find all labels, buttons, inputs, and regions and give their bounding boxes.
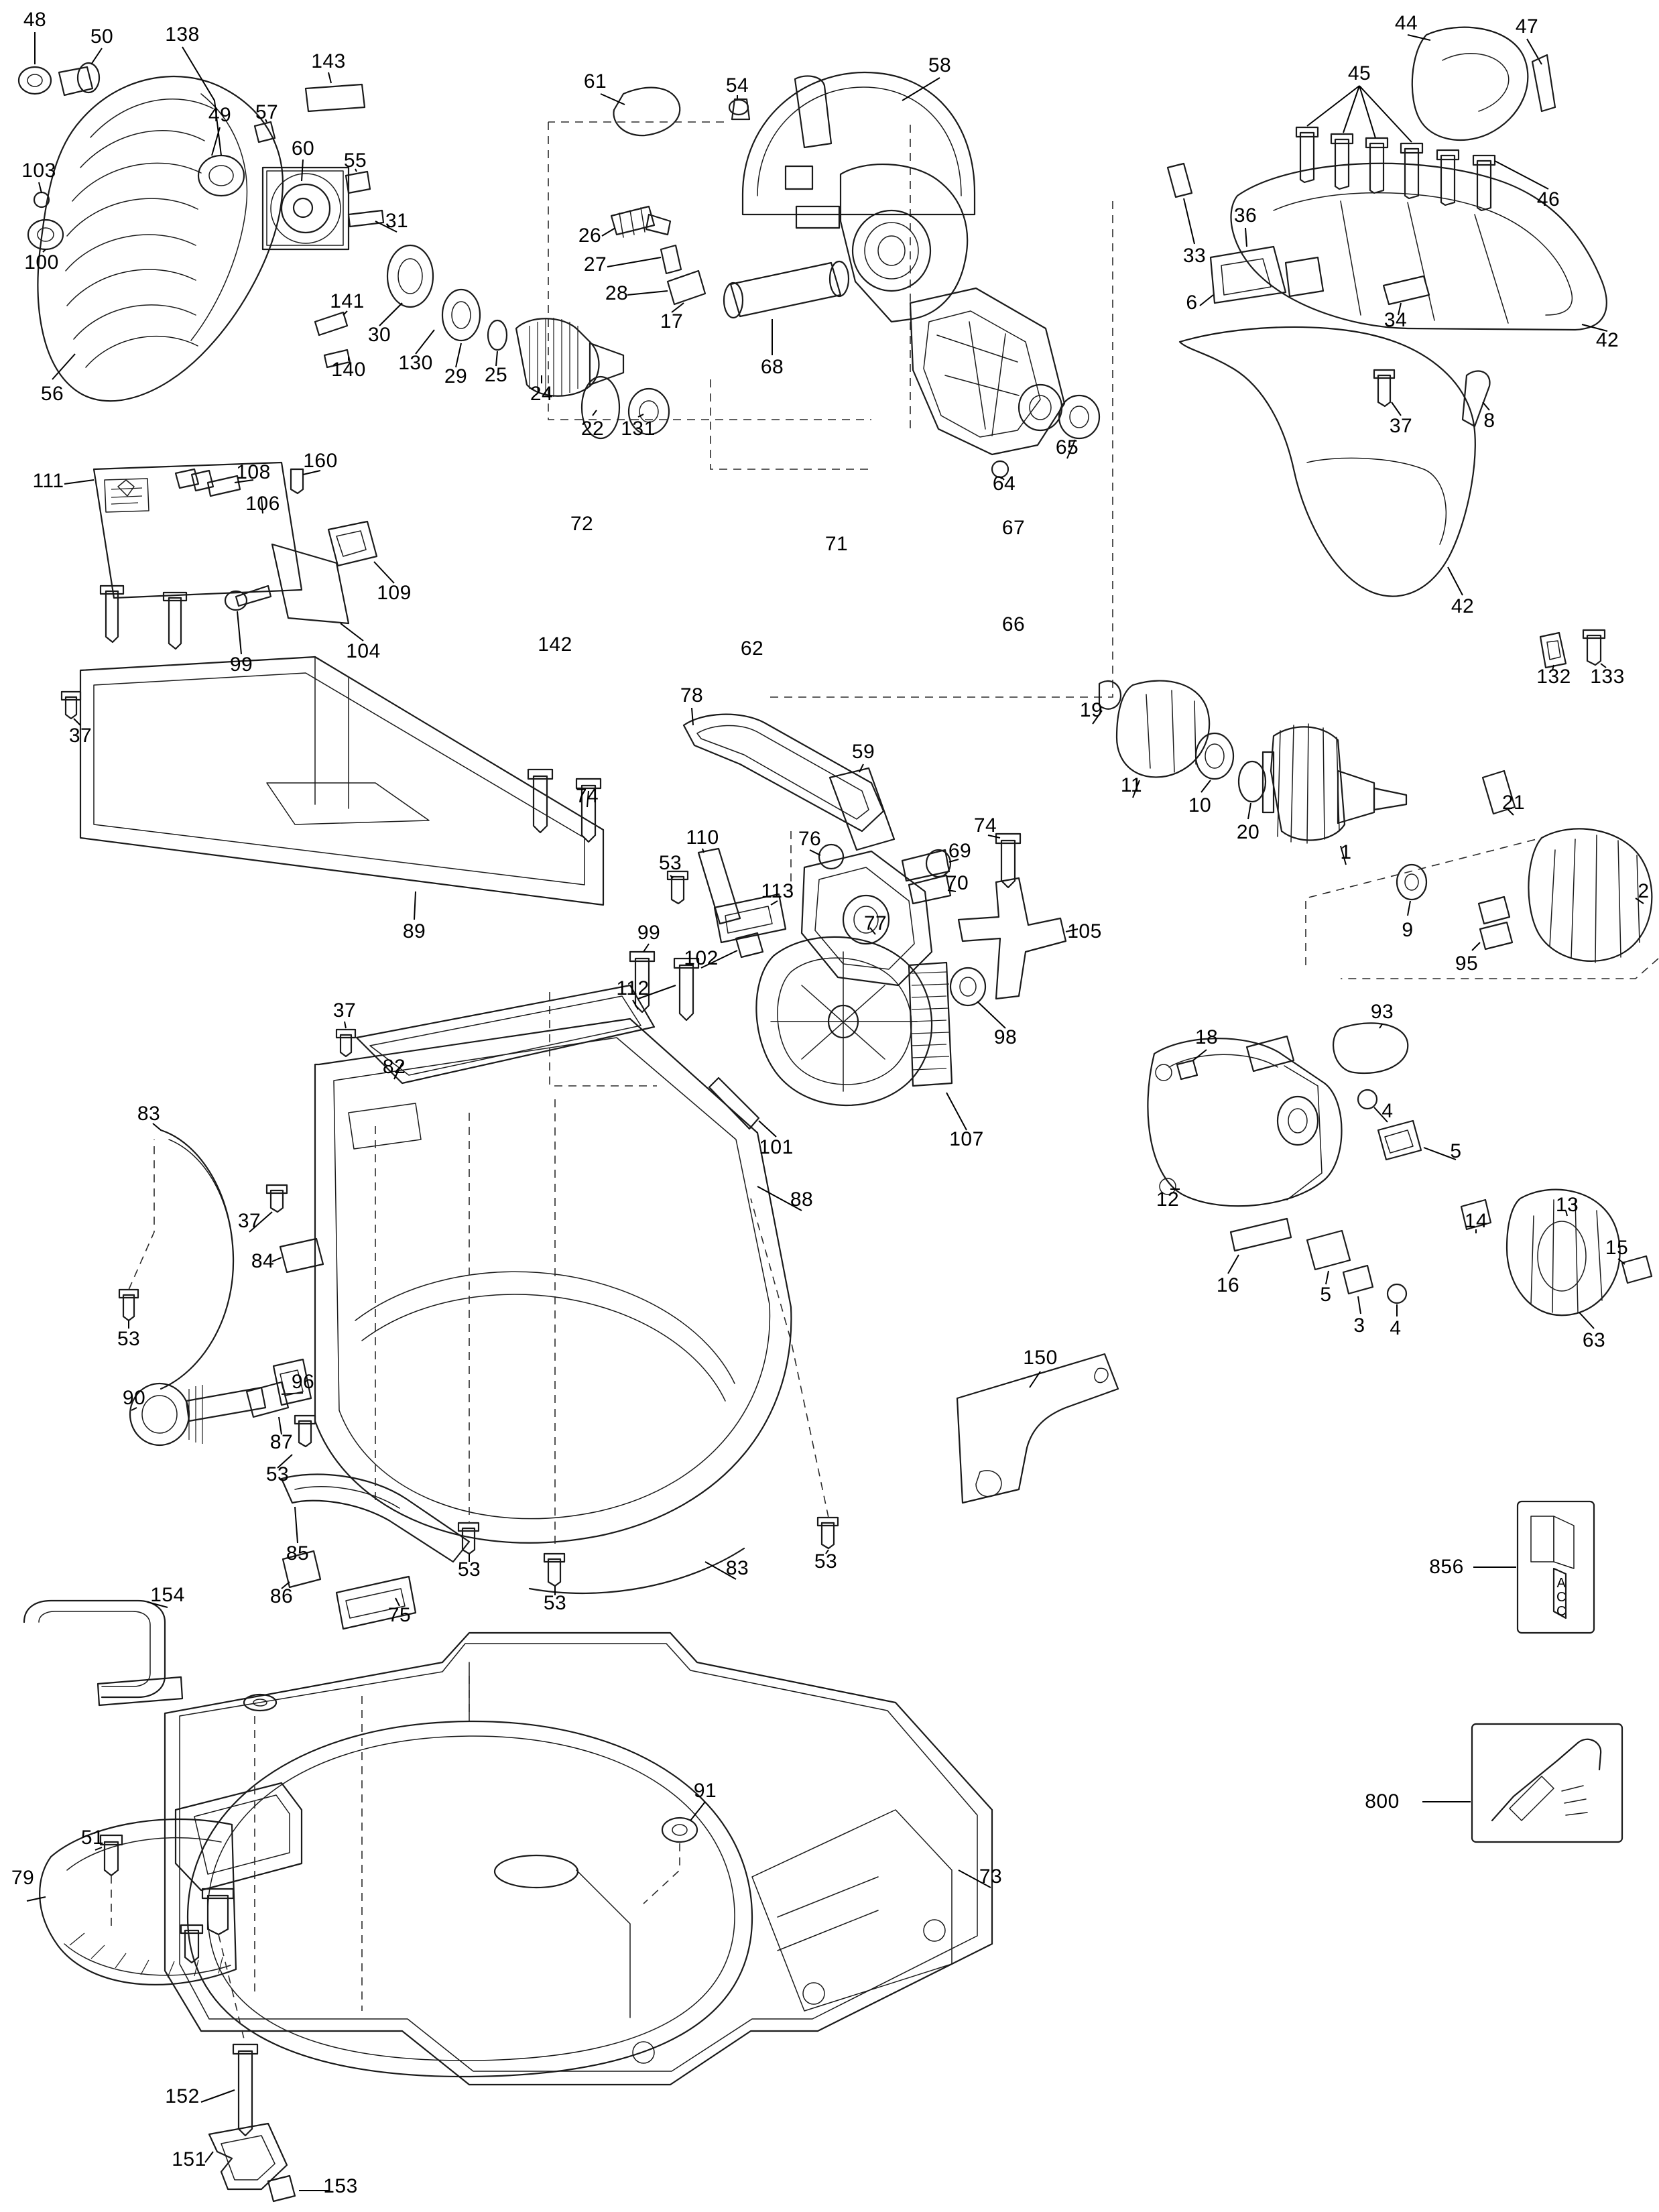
callout-number: 72 <box>570 513 594 535</box>
callout-number: 31 <box>385 210 409 232</box>
callout-number: 6 <box>1186 292 1198 314</box>
callout-number: 95 <box>1455 953 1479 975</box>
callout-number: 86 <box>269 1585 294 1607</box>
callout-number: 27 <box>583 253 607 275</box>
callout-number: 57 <box>255 101 279 123</box>
callout-number: 102 <box>684 947 719 969</box>
callout-number: 21 <box>1501 792 1526 814</box>
callout-number: 67 <box>1001 517 1026 539</box>
callout-number: 74 <box>973 814 997 837</box>
callout-number: 140 <box>331 359 366 381</box>
callout-number: 79 <box>11 1867 35 1889</box>
callout-number: 132 <box>1536 666 1571 688</box>
callout-number: 3 <box>1353 1314 1365 1337</box>
callout-number: 5 <box>1450 1140 1462 1162</box>
callout-number: 4 <box>1381 1100 1394 1122</box>
callout-number: 100 <box>24 251 59 273</box>
callout-number: 84 <box>251 1250 275 1272</box>
callout-number: 113 <box>761 880 794 902</box>
callout-number: 90 <box>122 1387 146 1409</box>
callout-number: 33 <box>1182 245 1207 267</box>
callout-number: 160 <box>303 450 338 472</box>
callout-number: 5 <box>1320 1284 1332 1306</box>
plate-letter: C <box>1556 1604 1566 1619</box>
callout-number: 60 <box>291 137 315 160</box>
inset-856 <box>1473 1501 1594 1633</box>
callout-number: 37 <box>332 999 357 1022</box>
callout-number: 53 <box>543 1592 567 1614</box>
plate-letter: A <box>1556 1576 1566 1591</box>
callout-number: 800 <box>1365 1790 1400 1812</box>
callout-number: 63 <box>1582 1329 1606 1351</box>
callout-number: 30 <box>367 324 391 346</box>
label-plate-letters <box>1556 1577 1566 1619</box>
callout-number: 87 <box>269 1431 294 1453</box>
callout-number: 91 <box>693 1780 717 1802</box>
callout-number: 53 <box>658 852 682 874</box>
callout-number: 24 <box>530 383 554 405</box>
callout-number: 48 <box>23 9 47 31</box>
callout-number: 12 <box>1156 1188 1180 1211</box>
callout-number: 13 <box>1555 1194 1579 1216</box>
callout-number: 8 <box>1483 410 1495 432</box>
callout-number: 66 <box>1001 613 1026 635</box>
callout-number: 111 <box>32 470 64 492</box>
callout-number: 65 <box>1055 436 1079 458</box>
callout-number: 130 <box>398 352 433 374</box>
callout-number: 64 <box>992 473 1016 495</box>
callout-number: 37 <box>237 1210 261 1232</box>
callout-number: 131 <box>621 418 656 440</box>
callout-number: 88 <box>790 1188 814 1211</box>
callout-number: 16 <box>1216 1274 1240 1296</box>
callout-number: 56 <box>40 383 64 405</box>
callout-number: 98 <box>993 1026 1018 1048</box>
turntable-group <box>119 985 1118 1629</box>
callout-number: 19 <box>1079 699 1103 721</box>
callout-number: 69 <box>948 840 972 862</box>
callout-number: 59 <box>851 741 875 763</box>
callout-number: 83 <box>137 1103 161 1125</box>
callout-number: 101 <box>759 1136 794 1158</box>
callout-number: 53 <box>457 1558 481 1581</box>
callout-number: 74 <box>575 785 599 807</box>
callout-number: 93 <box>1370 1001 1394 1023</box>
callout-number: 151 <box>172 2148 206 2170</box>
callout-number: 44 <box>1394 12 1418 34</box>
callout-number: 4 <box>1390 1317 1402 1339</box>
callout-number: 68 <box>760 356 784 378</box>
callout-number: 73 <box>979 1865 1003 1888</box>
callout-number: 143 <box>311 50 346 72</box>
callout-number: 152 <box>165 2085 200 2107</box>
callout-number: 9 <box>1402 919 1414 941</box>
callout-number: 53 <box>814 1550 838 1573</box>
callout-number: 96 <box>291 1371 315 1393</box>
base-group <box>24 1601 992 2201</box>
callout-number: 20 <box>1236 821 1260 843</box>
callout-number: 18 <box>1194 1026 1219 1048</box>
callout-number: 61 <box>583 70 607 93</box>
callout-number: 58 <box>928 54 952 76</box>
callout-number: 105 <box>1067 920 1102 942</box>
callout-number: 85 <box>286 1542 310 1564</box>
callout-number: 51 <box>80 1827 105 1849</box>
callout-number: 54 <box>725 74 749 97</box>
callout-number: 28 <box>605 282 629 304</box>
callout-number: 46 <box>1536 188 1560 210</box>
handle-group <box>1168 27 1607 670</box>
callout-number: 34 <box>1384 309 1408 331</box>
callout-number: 103 <box>21 160 56 182</box>
callout-number: 14 <box>1464 1210 1488 1232</box>
callout-number: 75 <box>387 1604 412 1626</box>
inset-800 <box>1422 1724 1622 1842</box>
callout-number: 138 <box>165 23 200 46</box>
callout-number: 150 <box>1023 1347 1058 1369</box>
callout-number: 112 <box>616 977 650 999</box>
callout-number: 108 <box>236 461 271 483</box>
callout-number: 133 <box>1590 666 1625 688</box>
callout-number: 53 <box>117 1328 141 1350</box>
callout-number: 42 <box>1595 329 1619 351</box>
callout-number: 1 <box>1340 841 1352 863</box>
callout-number: 154 <box>150 1584 185 1606</box>
callout-number: 36 <box>1233 204 1257 227</box>
callout-number: 71 <box>824 533 849 555</box>
callout-number: 37 <box>68 725 93 747</box>
callout-number: 106 <box>245 493 280 515</box>
callout-number: 78 <box>680 684 704 706</box>
callout-number: 62 <box>740 637 764 660</box>
callout-number: 15 <box>1605 1237 1629 1259</box>
callout-number: 99 <box>229 654 253 676</box>
callout-number: 110 <box>686 826 719 849</box>
callout-number: 26 <box>578 225 602 247</box>
callout-number: 42 <box>1451 595 1475 617</box>
callout-number: 45 <box>1347 62 1371 84</box>
callout-number: 70 <box>945 872 969 894</box>
motor-housing-group <box>548 72 1113 697</box>
linkage-group <box>550 708 1078 1137</box>
callout-number: 83 <box>725 1557 749 1579</box>
callout-number: 76 <box>798 828 822 850</box>
fence-group <box>62 463 603 920</box>
callout-number: 11 <box>1120 774 1143 796</box>
callout-number: 53 <box>265 1463 290 1485</box>
callout-number: 17 <box>660 310 684 332</box>
callout-number: 82 <box>382 1056 406 1078</box>
callout-number: 141 <box>330 290 365 312</box>
callout-number: 50 <box>90 25 114 48</box>
callout-number: 25 <box>484 364 508 386</box>
callout-number: 104 <box>346 640 381 662</box>
callout-number: 142 <box>538 633 572 656</box>
callout-number: 22 <box>580 418 605 440</box>
callout-number: 153 <box>323 2175 358 2197</box>
callout-number: 856 <box>1429 1556 1464 1578</box>
callout-number: 89 <box>402 920 426 942</box>
callout-number: 10 <box>1188 794 1212 816</box>
callout-number: 109 <box>377 582 412 604</box>
callout-number: 107 <box>949 1128 984 1150</box>
callout-number: 77 <box>863 912 887 934</box>
callout-number: 47 <box>1515 15 1539 38</box>
plate-letter: C <box>1556 1590 1566 1605</box>
callout-number: 29 <box>444 365 468 387</box>
callout-number: 49 <box>208 104 232 126</box>
callout-number: 55 <box>343 149 367 172</box>
callout-number: 37 <box>1389 415 1413 437</box>
callout-number: 99 <box>637 922 661 944</box>
callout-number: 2 <box>1638 880 1650 902</box>
